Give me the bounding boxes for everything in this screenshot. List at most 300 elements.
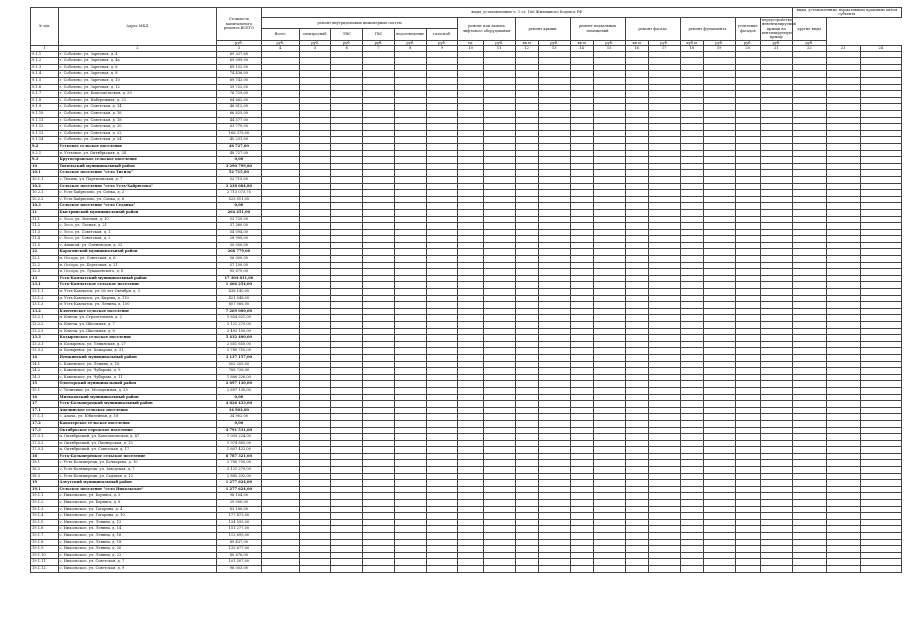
row-value-cell: [648, 453, 680, 460]
row-value-cell: [570, 295, 593, 302]
row-value-cell: [261, 130, 299, 137]
row-value-cell: [299, 368, 331, 375]
row-total-cost: 34 902,00: [217, 414, 261, 421]
row-value-cell: [570, 58, 593, 65]
row-value-cell: [625, 242, 648, 249]
row-value-cell: [792, 91, 826, 98]
row-value-cell: [760, 203, 792, 210]
row-value-cell: [760, 130, 792, 137]
row-number: 10.3: [31, 203, 59, 210]
row-value-cell: [792, 500, 826, 507]
row-value-cell: [483, 203, 515, 210]
row-value-cell: [703, 565, 735, 572]
row-number: 12.2: [31, 262, 59, 269]
row-value-cell: [760, 559, 792, 566]
row-value-cell: [760, 163, 792, 170]
row-value-cell: [735, 506, 760, 513]
table-row: [31, 500, 902, 507]
row-value-cell: [625, 513, 648, 520]
row-value-cell: [860, 242, 901, 249]
row-value-cell: [792, 78, 826, 85]
row-value-cell: [570, 111, 593, 118]
row-value-cell: [299, 526, 331, 533]
row-value-cell: [593, 64, 625, 71]
row-value-cell: [735, 348, 760, 355]
row-value-cell: [680, 308, 703, 315]
row-total-cost: 69 327,60: [217, 51, 261, 58]
row-value-cell: [331, 546, 363, 553]
row-value-cell: [299, 137, 331, 144]
row-value-cell: [538, 361, 570, 368]
row-value-cell: [458, 493, 483, 500]
row-total-cost: 56 000,00: [217, 256, 261, 263]
row-value-cell: [760, 137, 792, 144]
row-value-cell: [826, 150, 860, 157]
row-value-cell: [299, 130, 331, 137]
row-value-cell: [363, 546, 395, 553]
row-value-cell: [363, 262, 395, 269]
row-value-cell: [570, 315, 593, 322]
row-value-cell: [261, 407, 299, 414]
row-value-cell: [363, 335, 395, 342]
row-total-cost: 166 375,00: [217, 130, 261, 137]
row-value-cell: [703, 203, 735, 210]
row-total-cost: 1 277 624,00: [217, 480, 261, 487]
row-value-cell: [648, 236, 680, 243]
row-value-cell: [593, 130, 625, 137]
table-row: [31, 203, 902, 210]
row-value-cell: [593, 242, 625, 249]
row-value-cell: [483, 295, 515, 302]
row-value-cell: [860, 500, 901, 507]
row-number: 9.1.3: [31, 64, 59, 71]
row-value-cell: [299, 117, 331, 124]
table-row: [31, 447, 902, 454]
row-value-cell: [538, 401, 570, 408]
column-number-cell: 18: [680, 46, 703, 51]
row-value-cell: [515, 91, 538, 98]
row-value-cell: [538, 117, 570, 124]
table-row: [31, 434, 902, 441]
row-value-cell: [331, 143, 363, 150]
row-value-cell: [648, 289, 680, 296]
row-value-cell: [792, 84, 826, 91]
row-value-cell: [515, 143, 538, 150]
row-value-cell: [331, 559, 363, 566]
row-value-cell: [625, 249, 648, 256]
row-value-cell: [515, 315, 538, 322]
row-value-cell: [363, 559, 395, 566]
row-value-cell: [394, 124, 426, 131]
row-value-cell: [426, 434, 458, 441]
row-value-cell: [394, 143, 426, 150]
row-value-cell: [648, 434, 680, 441]
row-value-cell: [625, 533, 648, 540]
row-value-cell: [680, 157, 703, 164]
row-value-cell: [394, 381, 426, 388]
row-address: с. Никольское, ул. Ленина, д. 16: [58, 533, 217, 540]
row-value-cell: [760, 420, 792, 427]
row-value-cell: [593, 203, 625, 210]
row-value-cell: [261, 262, 299, 269]
row-value-cell: [394, 440, 426, 447]
table-row: [31, 328, 902, 335]
row-value-cell: [426, 223, 458, 230]
row-value-cell: [483, 381, 515, 388]
row-value-cell: [593, 209, 625, 216]
row-address: с. Никольское, ул. Ленина, д. 18: [58, 539, 217, 546]
row-value-cell: [394, 229, 426, 236]
row-value-cell: [792, 453, 826, 460]
row-value-cell: [458, 163, 483, 170]
table-row: [31, 394, 902, 401]
row-value-cell: [570, 401, 593, 408]
row-value-cell: [394, 539, 426, 546]
row-total-cost: 607 066,00: [217, 302, 261, 309]
row-value-cell: [826, 381, 860, 388]
row-value-cell: [426, 209, 458, 216]
row-value-cell: [331, 295, 363, 302]
row-value-cell: [515, 513, 538, 520]
row-value-cell: [826, 546, 860, 553]
table-row: [31, 104, 902, 111]
row-value-cell: [299, 71, 331, 78]
row-value-cell: [299, 447, 331, 454]
row-value-cell: [760, 242, 792, 249]
row-value-cell: [261, 256, 299, 263]
row-value-cell: [703, 539, 735, 546]
row-value-cell: [426, 407, 458, 414]
table-row: [31, 546, 902, 553]
row-number: 9.1.9: [31, 104, 59, 111]
row-value-cell: [760, 447, 792, 454]
row-value-cell: [483, 354, 515, 361]
row-total-cost: 2 780 750,00: [217, 460, 261, 467]
row-value-cell: [625, 565, 648, 572]
row-value-cell: [593, 269, 625, 276]
row-value-cell: [826, 434, 860, 441]
row-value-cell: [426, 229, 458, 236]
row-value-cell: [483, 256, 515, 263]
row-total-cost: 0,00: [217, 157, 261, 164]
row-value-cell: [735, 91, 760, 98]
row-value-cell: [458, 236, 483, 243]
unit-cell: руб.: [217, 40, 261, 45]
row-value-cell: [363, 401, 395, 408]
row-value-cell: [261, 341, 299, 348]
table-row: [31, 407, 902, 414]
row-value-cell: [363, 150, 395, 157]
row-value-cell: [458, 453, 483, 460]
row-value-cell: [735, 170, 760, 177]
row-value-cell: [538, 414, 570, 421]
row-number: 13.1.1: [31, 289, 59, 296]
row-value-cell: [538, 308, 570, 315]
row-value-cell: [394, 236, 426, 243]
row-value-cell: [394, 473, 426, 480]
table-row: [31, 539, 902, 546]
row-value-cell: [860, 256, 901, 263]
row-value-cell: [760, 216, 792, 223]
row-total-cost: 40 231,00: [217, 137, 261, 144]
row-value-cell: [299, 209, 331, 216]
row-value-cell: [860, 124, 901, 131]
row-address: Тигильский муниципальный район: [58, 163, 217, 170]
row-value-cell: [826, 341, 860, 348]
row-address: п. Оссора, ул. Советская, д. 6: [58, 256, 217, 263]
row-value-cell: [760, 308, 792, 315]
row-value-cell: [515, 480, 538, 487]
row-value-cell: [331, 223, 363, 230]
row-value-cell: [648, 427, 680, 434]
row-value-cell: [680, 533, 703, 540]
row-value-cell: [483, 374, 515, 381]
row-value-cell: [648, 78, 680, 85]
row-value-cell: [760, 519, 792, 526]
row-value-cell: [261, 170, 299, 177]
row-total-cost: 101 507,00: [217, 559, 261, 566]
row-value-cell: [735, 289, 760, 296]
row-value-cell: [760, 64, 792, 71]
row-number: 19.1.1: [31, 493, 59, 500]
row-value-cell: [826, 130, 860, 137]
row-value-cell: [703, 348, 735, 355]
row-value-cell: [331, 493, 363, 500]
row-value-cell: [363, 486, 395, 493]
row-address: с. Никольское, ул. Ленина, д. 22: [58, 552, 217, 559]
row-value-cell: [483, 513, 515, 520]
row-value-cell: [394, 104, 426, 111]
row-value-cell: [593, 387, 625, 394]
row-value-cell: [826, 348, 860, 355]
row-value-cell: [515, 322, 538, 329]
row-value-cell: [593, 480, 625, 487]
row-number: 12.3: [31, 269, 59, 276]
row-value-cell: [570, 486, 593, 493]
row-value-cell: [261, 97, 299, 104]
row-value-cell: [363, 565, 395, 572]
row-value-cell: [680, 256, 703, 263]
row-value-cell: [860, 130, 901, 137]
row-value-cell: [860, 104, 901, 111]
row-value-cell: [394, 58, 426, 65]
row-value-cell: [483, 242, 515, 249]
row-value-cell: [735, 420, 760, 427]
row-value-cell: [538, 552, 570, 559]
row-value-cell: [363, 289, 395, 296]
row-value-cell: [826, 374, 860, 381]
row-value-cell: [394, 335, 426, 342]
row-value-cell: [363, 91, 395, 98]
row-value-cell: [735, 262, 760, 269]
row-address: г. Соболево, ул. Советская, д. 16: [58, 111, 217, 118]
row-value-cell: [760, 335, 792, 342]
row-value-cell: [363, 519, 395, 526]
row-value-cell: [483, 302, 515, 309]
row-value-cell: [593, 302, 625, 309]
row-value-cell: [735, 51, 760, 58]
row-value-cell: [538, 242, 570, 249]
row-address: п. Ключи, ул. Школьная, д. 8: [58, 328, 217, 335]
row-address: г. Соболево, ул. Советская, д. 14: [58, 104, 217, 111]
row-value-cell: [648, 559, 680, 566]
row-total-cost: 69 743,00: [217, 78, 261, 85]
row-value-cell: [625, 341, 648, 348]
row-value-cell: [331, 361, 363, 368]
row-value-cell: [261, 163, 299, 170]
row-value-cell: [625, 236, 648, 243]
row-value-cell: [625, 420, 648, 427]
row-value-cell: [538, 493, 570, 500]
row-address: Кавалерское сельское поселение: [58, 420, 217, 427]
row-value-cell: [426, 176, 458, 183]
row-value-cell: [426, 341, 458, 348]
column-number-cell: 1: [31, 46, 59, 51]
row-total-cost: 52 715,00: [217, 176, 261, 183]
table-row: [31, 117, 902, 124]
row-value-cell: [458, 176, 483, 183]
row-total-cost: 1 009 224,00: [217, 434, 261, 441]
row-value-cell: [792, 519, 826, 526]
row-value-cell: [394, 467, 426, 474]
row-value-cell: [860, 289, 901, 296]
row-value-cell: [458, 546, 483, 553]
row-value-cell: [570, 368, 593, 375]
table-row: [31, 58, 902, 65]
row-value-cell: [792, 447, 826, 454]
row-value-cell: [680, 190, 703, 197]
row-value-cell: [426, 565, 458, 572]
row-address: с. Никольское, ул. Советская, д. 9: [58, 565, 217, 572]
unit-cell: руб.: [792, 40, 826, 45]
row-total-cost: 98 104,00: [217, 493, 261, 500]
row-value-cell: [363, 322, 395, 329]
row-value-cell: [648, 401, 680, 408]
repair-register-table: [30, 7, 902, 573]
row-value-cell: [331, 170, 363, 177]
row-value-cell: [299, 236, 331, 243]
row-value-cell: [483, 394, 515, 401]
table-row: [31, 302, 902, 309]
column-number-cell: 12: [515, 46, 538, 51]
row-value-cell: [625, 493, 648, 500]
row-address: п. Октябрьский, ул. Комсомольская, д. 47: [58, 434, 217, 441]
row-value-cell: [515, 137, 538, 144]
row-value-cell: [261, 328, 299, 335]
row-value-cell: [648, 58, 680, 65]
row-number: 17: [31, 401, 59, 408]
row-value-cell: [538, 97, 570, 104]
row-value-cell: [826, 533, 860, 540]
row-value-cell: [261, 335, 299, 342]
row-value-cell: [426, 256, 458, 263]
row-value-cell: [458, 427, 483, 434]
row-value-cell: [792, 322, 826, 329]
row-value-cell: [426, 282, 458, 289]
row-value-cell: [458, 473, 483, 480]
row-value-cell: [703, 513, 735, 520]
row-value-cell: [860, 453, 901, 460]
row-value-cell: [826, 289, 860, 296]
row-value-cell: [426, 526, 458, 533]
row-value-cell: [515, 328, 538, 335]
row-total-cost: 48 727,00: [217, 150, 261, 157]
row-value-cell: [261, 143, 299, 150]
row-total-cost: 1 277 624,00: [217, 486, 261, 493]
row-value-cell: [426, 216, 458, 223]
row-number: 16: [31, 394, 59, 401]
row-number: 13: [31, 275, 59, 282]
row-value-cell: [703, 209, 735, 216]
row-value-cell: [826, 91, 860, 98]
table-row: [31, 453, 902, 460]
row-value-cell: [515, 434, 538, 441]
row-value-cell: [570, 500, 593, 507]
row-value-cell: [483, 526, 515, 533]
row-value-cell: [826, 157, 860, 164]
row-value-cell: [538, 513, 570, 520]
row-value-cell: [363, 111, 395, 118]
row-value-cell: [826, 58, 860, 65]
row-number: 14.1: [31, 361, 59, 368]
row-value-cell: [299, 559, 331, 566]
row-value-cell: [515, 348, 538, 355]
row-value-cell: [570, 447, 593, 454]
row-value-cell: [792, 196, 826, 203]
table-row: [31, 295, 902, 302]
row-value-cell: [760, 434, 792, 441]
row-value-cell: [261, 104, 299, 111]
row-total-cost: 39 722,00: [217, 84, 261, 91]
row-address: с. Никольское, ул. Беринга, д. 8: [58, 500, 217, 507]
row-value-cell: [394, 203, 426, 210]
row-value-cell: [538, 249, 570, 256]
row-value-cell: [515, 190, 538, 197]
row-value-cell: [363, 130, 395, 137]
row-value-cell: [261, 434, 299, 441]
row-value-cell: [363, 328, 395, 335]
row-value-cell: [363, 427, 395, 434]
row-address: Ключевское сельское поселение: [58, 308, 217, 315]
row-value-cell: [363, 440, 395, 447]
row-value-cell: [625, 51, 648, 58]
row-value-cell: [483, 183, 515, 190]
row-value-cell: [331, 71, 363, 78]
row-value-cell: [570, 361, 593, 368]
row-value-cell: [458, 275, 483, 282]
elevator-header: ремонт или замена лифтового оборудования: [458, 17, 515, 40]
column-number-cell: 2: [58, 46, 217, 51]
row-value-cell: [363, 117, 395, 124]
row-value-cell: [648, 51, 680, 58]
capital-repair-table-page: [30, 7, 902, 637]
row-value-cell: [426, 117, 458, 124]
row-value-cell: [593, 150, 625, 157]
row-value-cell: [703, 183, 735, 190]
row-value-cell: [331, 282, 363, 289]
row-value-cell: [261, 387, 299, 394]
row-value-cell: [792, 269, 826, 276]
row-value-cell: [483, 64, 515, 71]
row-value-cell: [331, 91, 363, 98]
row-value-cell: [625, 229, 648, 236]
row-value-cell: [394, 157, 426, 164]
row-value-cell: [515, 467, 538, 474]
row-value-cell: [703, 434, 735, 441]
row-value-cell: [394, 130, 426, 137]
row-value-cell: [394, 368, 426, 375]
row-value-cell: [593, 51, 625, 58]
